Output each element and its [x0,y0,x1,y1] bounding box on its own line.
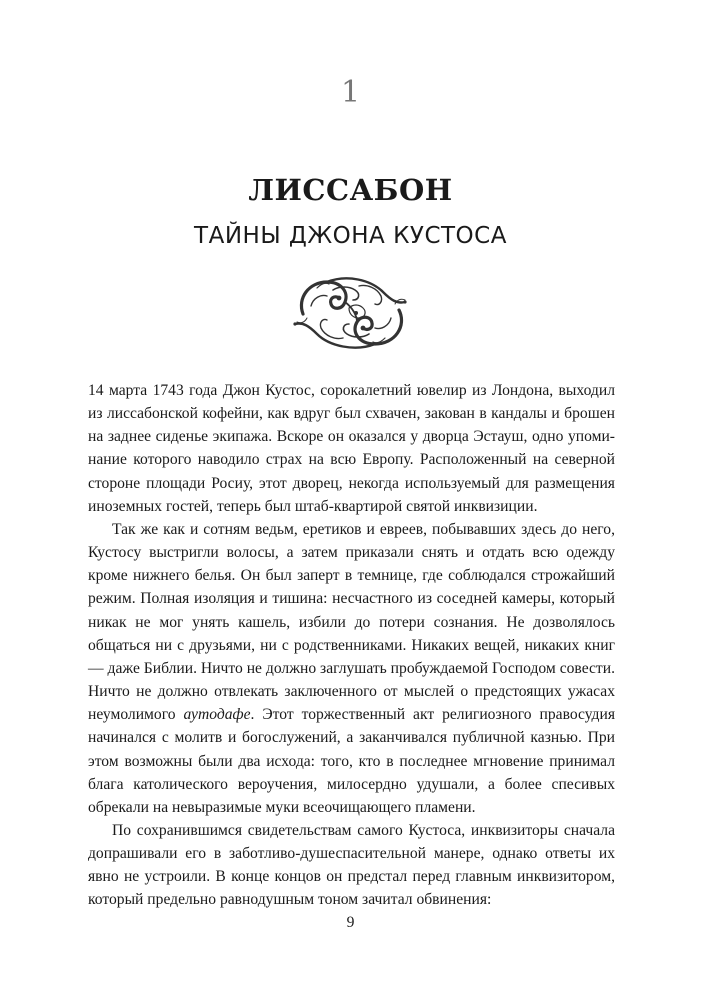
baroque-acanthus-scroll-ornament-icon [287,268,415,356]
paragraph-text: 14 марта 1743 года Джон Кустос, сорокалетний ювелир из Лондона, выходил из лиссабонской кофейни, как вдруг был схвачен, закован в кандалы и брошен на заднее сиденье экипажа. Вскоре он оказался у дворца Эстауш, одно упоминание которого наводило страх на всю Европу. Расположенный на северной стороне площади Росиу, этот дворец, некогда используемый для размещения иноземных гостей, теперь был штаб-квартирой святой инквизиции. [88,382,615,515]
chapter-number: 1 [340,75,361,110]
paragraph-text: По сохранившимся свидетельствам самого Кустоса, инквизиторы сначала допрашивали его в заботливо-душеспасительной манере, однако ответы их явно не устроили. В конце концов он предстал перед главным инквизитором, который предельно равнодушным тоном зачитал обвинения: [88,821,615,909]
paragraph [88,518,615,819]
paragraph-text-continued: . Этот торжественный акт религиозного правосудия начинался с молитв и богослужений, а заканчивался публичной казнью. При этом возможны были два исхода: того, кто в последнее мгновение принимал блага католического вероучения, милосердно удушали, а более спесивых обрекали на невыразимые муки всеочищающего пламени. [88,706,615,816]
paragraph [88,819,615,912]
paragraph [88,379,615,518]
paragraph-text: Так же как и сотням ведьм, еретиков и евреев, побывавших здесь до него, Кустосу выстригли волосы, а затем приказали снять и отдать всю одежду кроме нижнего белья. Он был заперт в темнице, где соблюдался строжайший режим. Полная изоляция и тишина: несчастного из соседней камеры, который никак не мог унять кашель, избили до потери сознания. Не дозволялось общаться ни с друзьями, ни с родственниками. Никаких вещей, никаких книг — даже Библии. Ничто не должно заглушать пробуждаемой Господом совести. Ничто не должно отвлекать заключенного от мыслей о предстоящих ужасах неумолимого [88,520,615,724]
chapter-title: ЛИССАБОН [248,173,453,207]
page-number: 9 [346,914,355,931]
body-text [88,379,615,912]
italic-term: аутодафе [183,706,251,724]
chapter-subtitle: ТАЙНЫ ДЖОНА КУСТОСА [194,223,507,249]
